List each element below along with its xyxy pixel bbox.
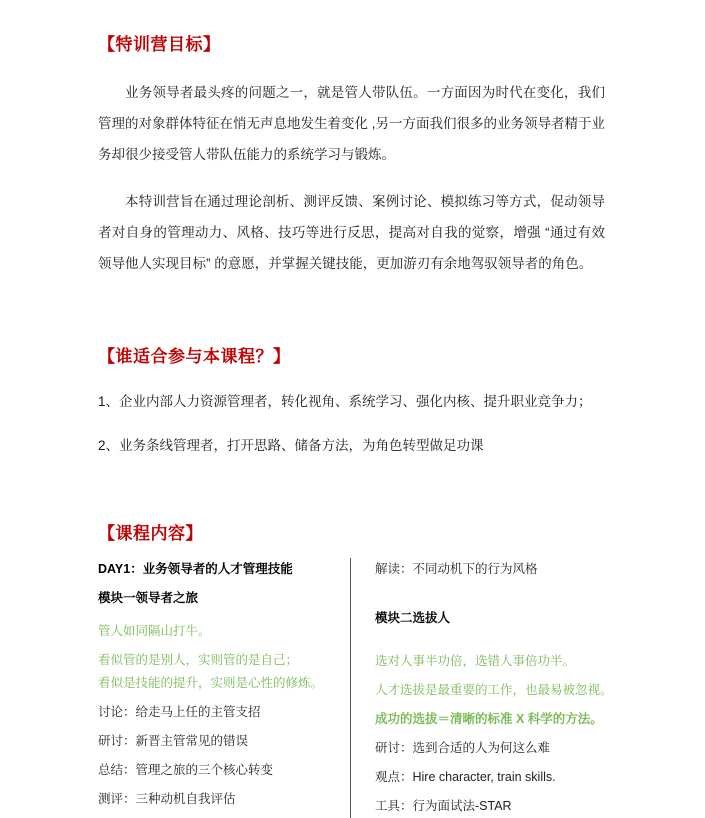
who-item-1: 1、企业内部人力资源管理者，转化视角、系统学习、强化内核、提升职业竞争力； — [98, 394, 592, 409]
module-one-item-1: 讨论：给走马上任的主管支招 — [98, 705, 261, 719]
module-one-item-2: 研讨：新晋主管常见的错误 — [98, 734, 249, 748]
section-heading-who: 【谁适合参与本课程？】 — [98, 347, 291, 366]
module-one-item-4: 测评：三种动机自我评估 — [98, 792, 236, 806]
module-one-green-line-3: 看似是技能的提升，实则是心性的修炼。 — [98, 676, 324, 690]
goal-paragraph-2: 本特训营旨在通过理论剖析、测评反馈、案例讨论、模拟练习等方式，促动领导者对自身的管理动力、风格、技巧等进行反思，提高对自我的觉察，增强 “通过有效领导他人实现目标” 的意愿，并掌握关键技能，更加游刃有余地驾驭领导者的角色。 — [98, 194, 605, 271]
module-two-green-line-1: 选对人事半功倍，选错人事倍功半。 — [375, 654, 576, 668]
module-two-green-line-2: 人才选拔是最重要的工作，也最易被忽视。 — [375, 683, 613, 697]
module-two-title: 模块二选拔人 — [375, 611, 451, 625]
course-column-left — [98, 558, 350, 818]
module-one-title: 模块一领导者之旅 — [98, 591, 199, 605]
who-item-2: 2、业务条线管理者，打开思路、储备方法，为角色转型做足功课 — [98, 438, 484, 453]
document-page — [0, 30, 705, 813]
module-one-green-line-1: 管人如同隔山打牛。 — [98, 624, 211, 638]
module-two-item-1: 研讨：选到合适的人为何这么难 — [375, 741, 551, 755]
goal-paragraph-1: 业务领导者最头疼的问题之一，就是管人带队伍。一方面因为时代在变化，我们管理的对象群体特征在悄无声息地发生着变化 ,另一方面我们很多的业务领导者精于业务却很少接受管人带队伍能力的系统学习与锻炼。 — [98, 85, 606, 162]
day1-title: DAY1：业务领导者的人才管理技能 — [98, 562, 293, 576]
section-heading-goal: 【特训营目标】 — [98, 35, 221, 54]
module-two-item-3: 工具：行为面试法-STAR — [375, 799, 512, 813]
module-two-item-2: 观点：Hire character, train skills. — [375, 770, 556, 784]
module-one-green-line-2: 看似管的是别人，实则管的是自己； — [98, 653, 299, 667]
course-column-right — [350, 558, 613, 818]
right-top-line: 解读：不同动机下的行为风格 — [375, 562, 538, 576]
module-two-green-line-3: 成功的选拔＝清晰的标准 X 科学的方法。 — [375, 712, 603, 726]
course-content-columns — [98, 558, 613, 818]
module-one-item-3: 总结：管理之旅的三个核心转变 — [98, 763, 274, 777]
section-heading-content: 【课程内容】 — [98, 524, 203, 543]
